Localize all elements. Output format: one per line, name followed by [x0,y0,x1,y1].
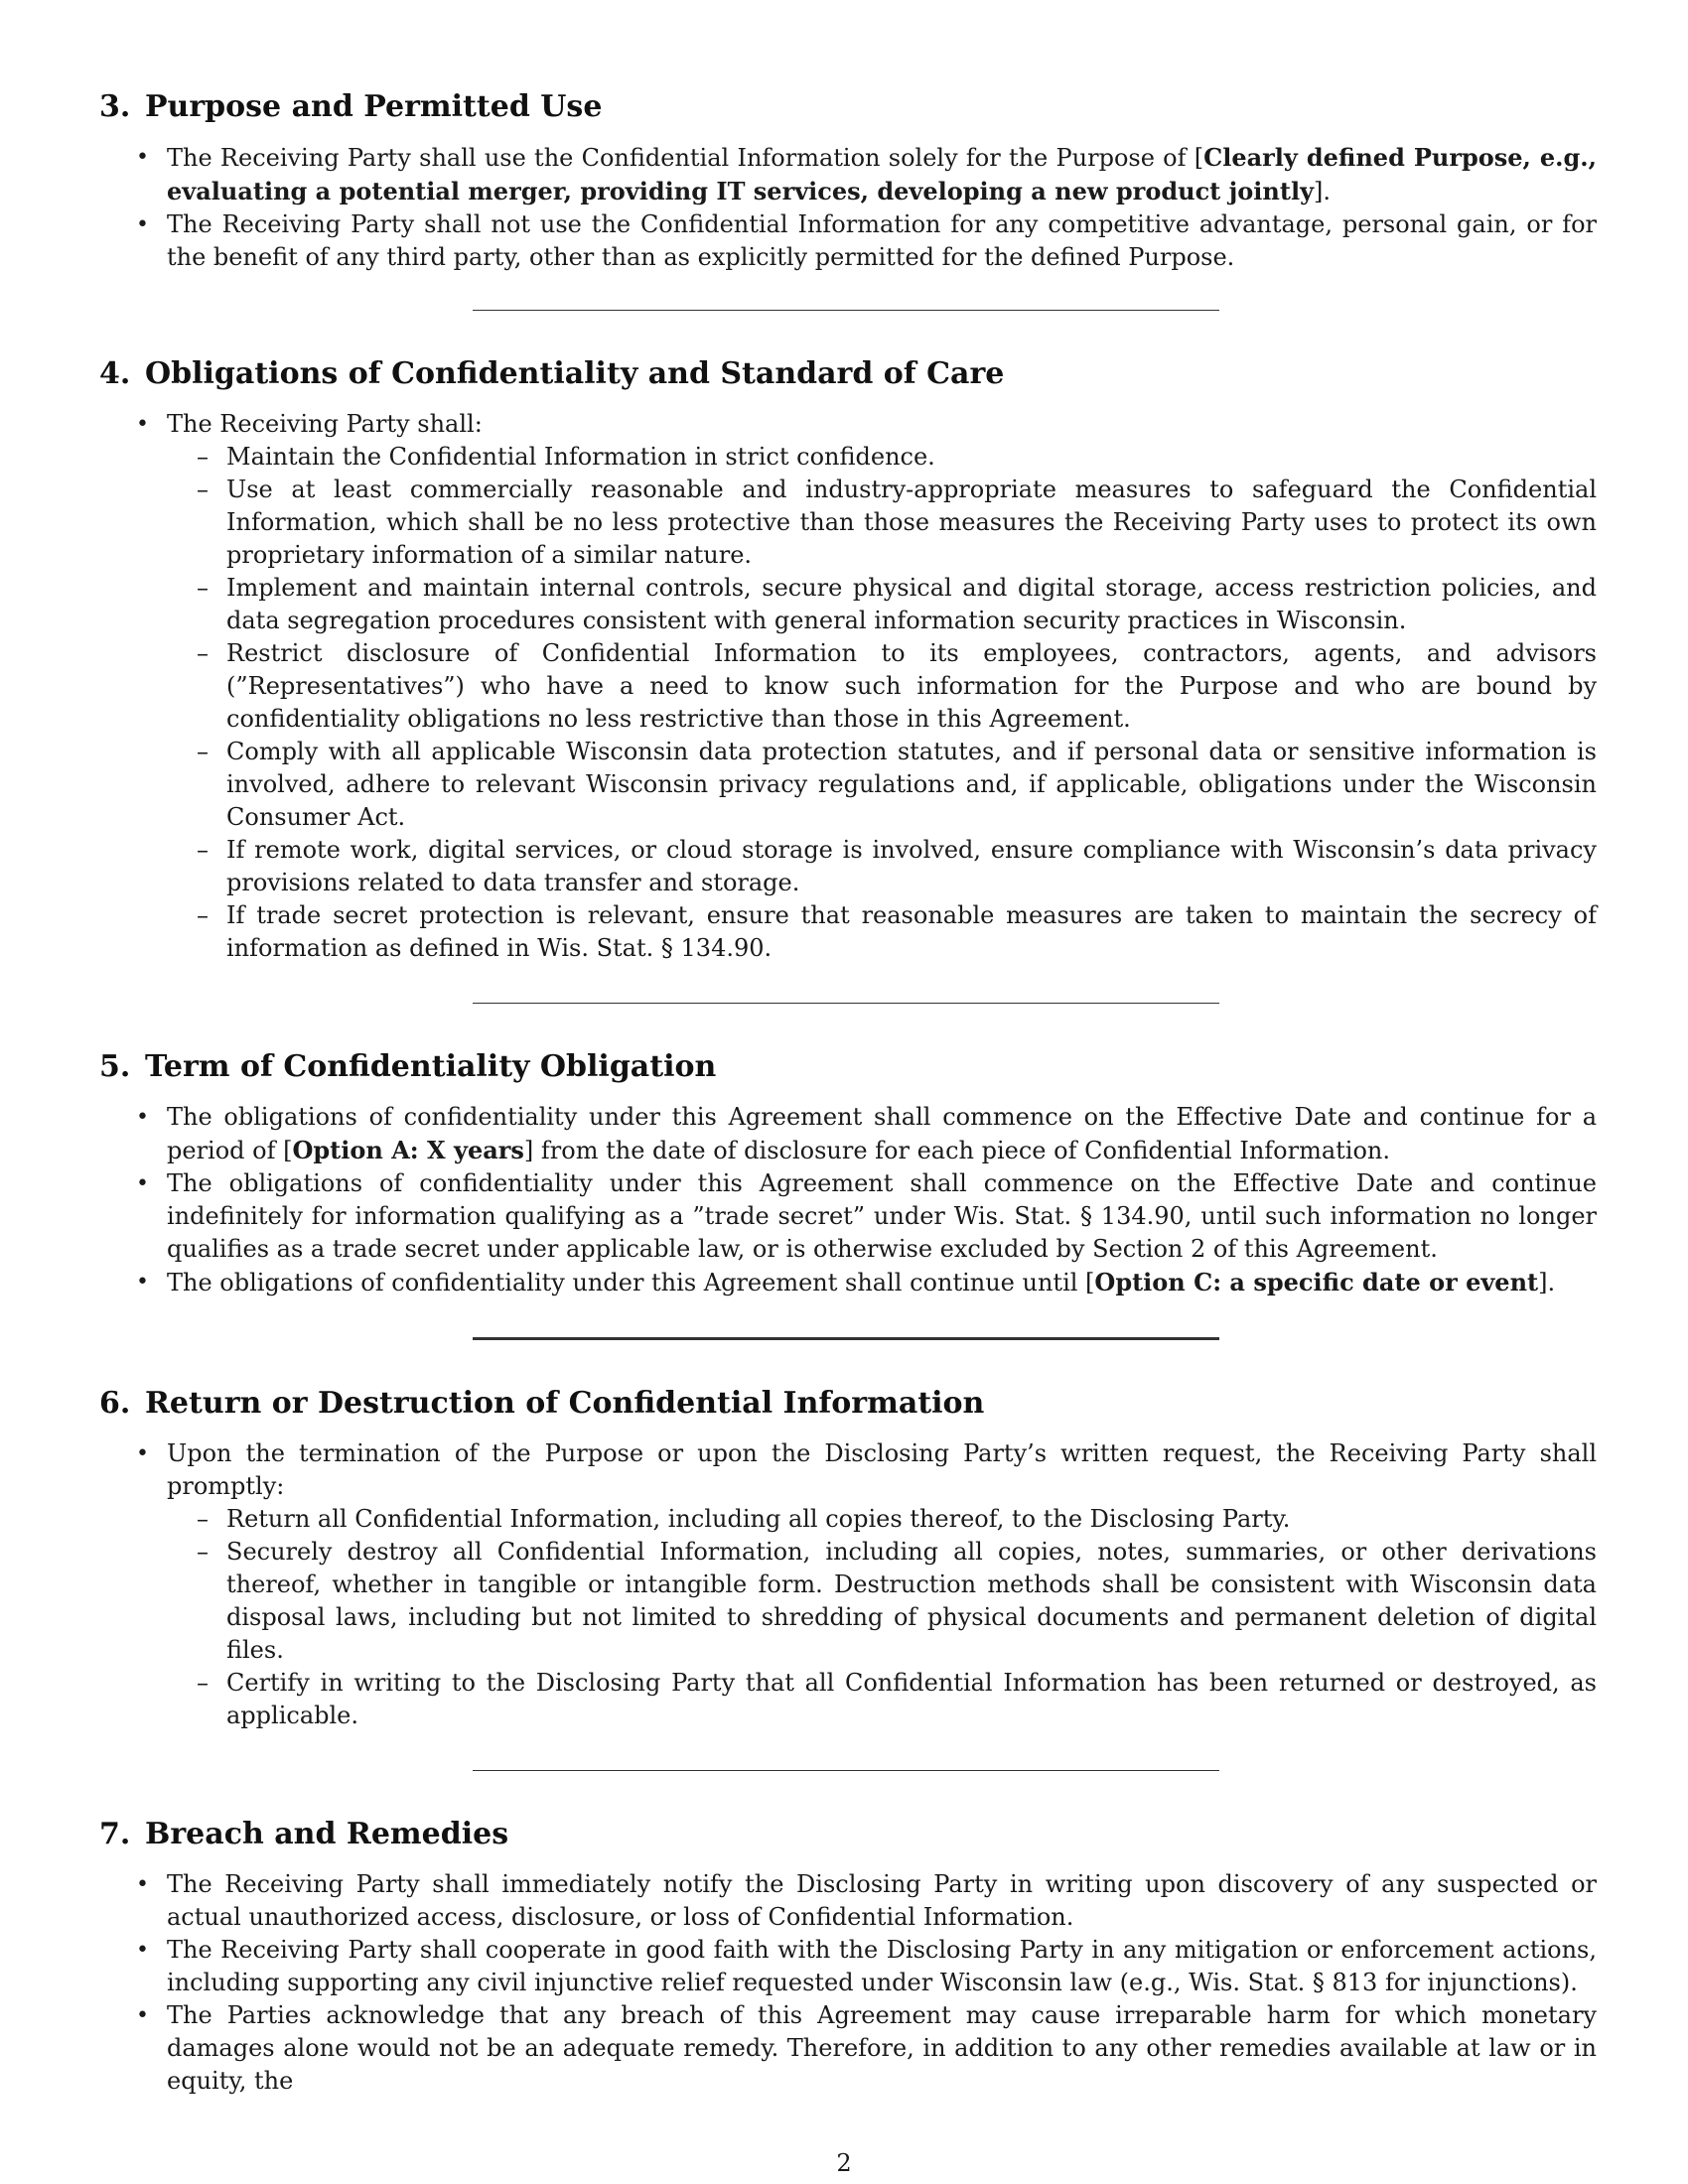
sub-list-item: – Implement and maintain internal controls, secure physical and digital storage, access restriction policies, and data segregation procedures consistent with general information security practices in Wisconsin. [167,572,1597,637]
section-number: 5. [99,1049,131,1084]
item-text: The Receiving Party shall use the Confidential Information solely for the Purpose of [ [167,144,1204,172]
list-item: • The Receiving Party shall immediately notify the Disclosing Party in writing upon discovery of any suspected or actual unauthorized access, disclosure, or loss of Confidential Information. [99,1868,1597,1934]
bullet-list [99,141,1597,274]
list-item: • The Receiving Party shall not use the Confidential Information for any competitive advantage, personal gain, or for the benefit of any third party, other than as explicitly permitted for the defined Purpose. [99,208,1597,274]
sub-list-item: – If remote work, digital services, or cloud storage is involved, ensure compliance with Wisconsin’s data privacy provisions related to data transfer and storage. [167,834,1597,899]
section-heading [99,1817,1597,1852]
section-breach-remedies [99,1817,1597,2098]
placeholder-text: Option A: X years [292,1136,524,1164]
page-number: 2 [836,2149,852,2177]
section-title: Breach and Remedies [145,1817,509,1851]
list-item [99,141,1597,208]
section-heading [99,1386,1597,1422]
section-number: 3. [99,89,131,124]
list-item: • The obligations of confidentiality under this Agreement shall commence on the Effective Date and continue indefinitely for information qualifying as a ”trade secret” under Wis. Stat. § 134.90, until such information no longer qualifies as a trade secret under applicable law, or is otherwise excluded by Section 2 of this Agreement. [99,1167,1597,1266]
list-item [99,1437,1597,1732]
section-number: 4. [99,356,131,391]
list-item: • The Parties acknowledge that any breach of this Agreement may cause irreparable harm for which monetary damages alone would not be an adequate remedy. Therefore, in addition to any other remedies available at law or in equity, the [99,1999,1597,2098]
section-term [99,1049,1597,1299]
list-item [99,408,1597,965]
section-heading [99,356,1597,392]
section-title: Purpose and Permitted Use [145,89,603,124]
sub-list [167,1503,1597,1732]
item-text: ]. [1314,178,1332,205]
item-text: Upon the termination of the Purpose or upon the Disclosing Party’s written request, the Receiving Party shall promptly: [167,1439,1597,1500]
list-item: • The Receiving Party shall cooperate in good faith with the Disclosing Party in any mitigation or enforcement actions, including supporting any civil injunctive relief requested under Wisconsin law (e.g., Wis. Stat. § 813 for injunctions). [99,1934,1597,1999]
section-heading [99,1049,1597,1085]
bullet-list [99,1101,1597,1299]
item-text: The obligations of confidentiality under this Agreement shall continue until [ [167,1269,1095,1297]
section-number: 7. [99,1817,131,1851]
section-title: Term of Confidentiality Obligation [145,1049,717,1084]
section-heading [99,89,1597,125]
bullet-list [99,408,1597,965]
sub-list [167,441,1597,965]
item-text: The Receiving Party shall: [167,410,483,438]
section-number: 6. [99,1386,131,1421]
section-obligations [99,356,1597,965]
section-title: Return or Destruction of Confidential Information [145,1386,985,1421]
sub-list-item: – Maintain the Confidential Information in strict confidence. [167,441,1597,474]
list-item [99,1266,1597,1299]
list-item [99,1101,1597,1167]
bullet-list [99,1437,1597,1732]
sub-list-item: – If trade secret protection is relevant, ensure that reasonable measures are taken to maintain the secrecy of information as defined in Wis. Stat. § 134.90. [167,899,1597,965]
sub-list-item: – Use at least commercially reasonable and industry-appropriate measures to safeguard the Confidential Information, which shall be no less protective than those measures the Receiving Party uses to protect its own proprietary information of a similar nature. [167,474,1597,572]
item-text: The obligations of confidentiality under this Agreement shall commence on the Effective Date and continue for a period of [ [167,1103,1597,1164]
placeholder-text: Option C: a specific date or event [1094,1268,1539,1297]
sub-list-item: – Comply with all applicable Wisconsin data protection statutes, and if personal data or sensitive information is involved, adhere to relevant Wisconsin privacy regulations and, if applicable, obligations under the Wisconsin Consumer Act. [167,736,1597,834]
section-return-destruction [99,1386,1597,1732]
document-page [99,89,1597,2098]
placeholder-text: Clearly defined Purpose, e.g., evaluating a potential merger, providing IT services, developing a new product jointly [167,143,1597,205]
bullet-list [99,1868,1597,2098]
item-text: ] from the date of disclosure for each piece of Confidential Information. [523,1137,1390,1164]
section-purpose [99,89,1597,274]
section-title: Obligations of Confidentiality and Standard of Care [145,356,1005,391]
sub-list-item: – Securely destroy all Confidential Information, including all copies, notes, summaries, or other derivations thereof, whether in tangible or intangible form. Destruction methods shall be consistent with Wisconsin data disposal laws, including but not limited to shredding of physical documents and permanent deletion of digital files. [167,1536,1597,1667]
sub-list-item: – Certify in writing to the Disclosing Party that all Confidential Information has been returned or destroyed, as applicable. [167,1667,1597,1732]
sub-list-item: – Return all Confidential Information, including all copies thereof, to the Disclosing Party. [167,1503,1597,1536]
sub-list-item: – Restrict disclosure of Confidential Information to its employees, contractors, agents, and advisors (”Representatives”) who have a need to know such information for the Purpose and who are bound by confidentiality obligations no less restrictive than those in this Agreement. [167,637,1597,736]
item-text: ]. [1538,1269,1556,1297]
